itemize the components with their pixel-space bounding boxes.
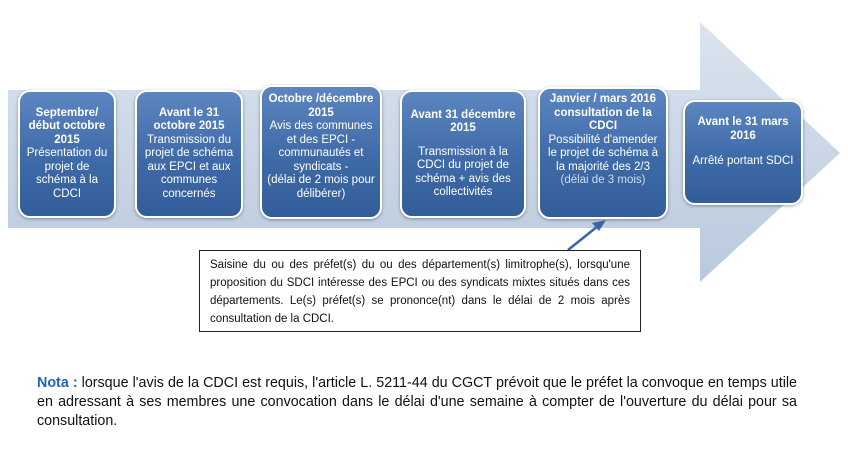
nota-text: lorsque l'avis de la CDCI est requis, l'article L. 5211-44 du CGCT prévoit que le préfet la convoque en temps utile en adressant à ses membres une convocation dans le délai d'une semaine à compter de l'ouverture du délai pour sa consultation. — [37, 375, 797, 429]
step-1-box — [18, 90, 116, 218]
step-3-title: Octobre /décembre 2015 — [268, 93, 374, 119]
step-6-box — [683, 100, 803, 205]
callout-note: Saisine du ou des préfet(s) du ou des département(s) limitrophe(s), lorsqu'une proposition du SDCI intéresse des EPCI ou des syndicats mixtes situés dans ces départements. Le(s) préfet(s) se prononce(nt) dans le délai de 2 mois après consultation de la CDCI. — [199, 250, 641, 332]
step-3-text: Avis des communes et des EPCI - communautés et syndicats - — [269, 120, 373, 173]
step-5-delay: (délai de 3 mois) — [560, 174, 646, 186]
step-6-text: Arrêté portant SDCI — [692, 155, 794, 167]
nota-paragraph — [37, 374, 797, 431]
nota-label: Nota : — [37, 375, 78, 391]
step-5-text: Possibilité d'amender le projet de schéma à la majorité des 2/3 — [548, 133, 658, 173]
step-3-delay: (délai de 2 mois pour délibérer) — [267, 174, 375, 200]
step-6-title: Avant le 31 mars 2016 — [697, 116, 789, 142]
step-4-title: Avant 31 décembre 2015 — [410, 108, 516, 134]
step-3-box — [260, 85, 382, 219]
step-5-box — [538, 87, 668, 219]
step-4-text: Transmission à la CDCI du projet de schéma + avis des collectivités — [415, 145, 511, 198]
step-4-box — [400, 90, 526, 218]
step-1-text: Présentation du projet de schéma à la CDCI — [26, 147, 108, 200]
step-5-title: Janvier / mars 2016 consultation de la CDCI — [549, 93, 657, 132]
step-2-title: Avant le 31 octobre 2015 — [153, 106, 225, 133]
step-2-box — [135, 90, 243, 218]
step-1-title: Septembre/ début octobre 2015 — [28, 106, 106, 146]
step-2-text: Transmission du projet de schéma aux EPCI et aux communes concernés — [144, 133, 234, 200]
